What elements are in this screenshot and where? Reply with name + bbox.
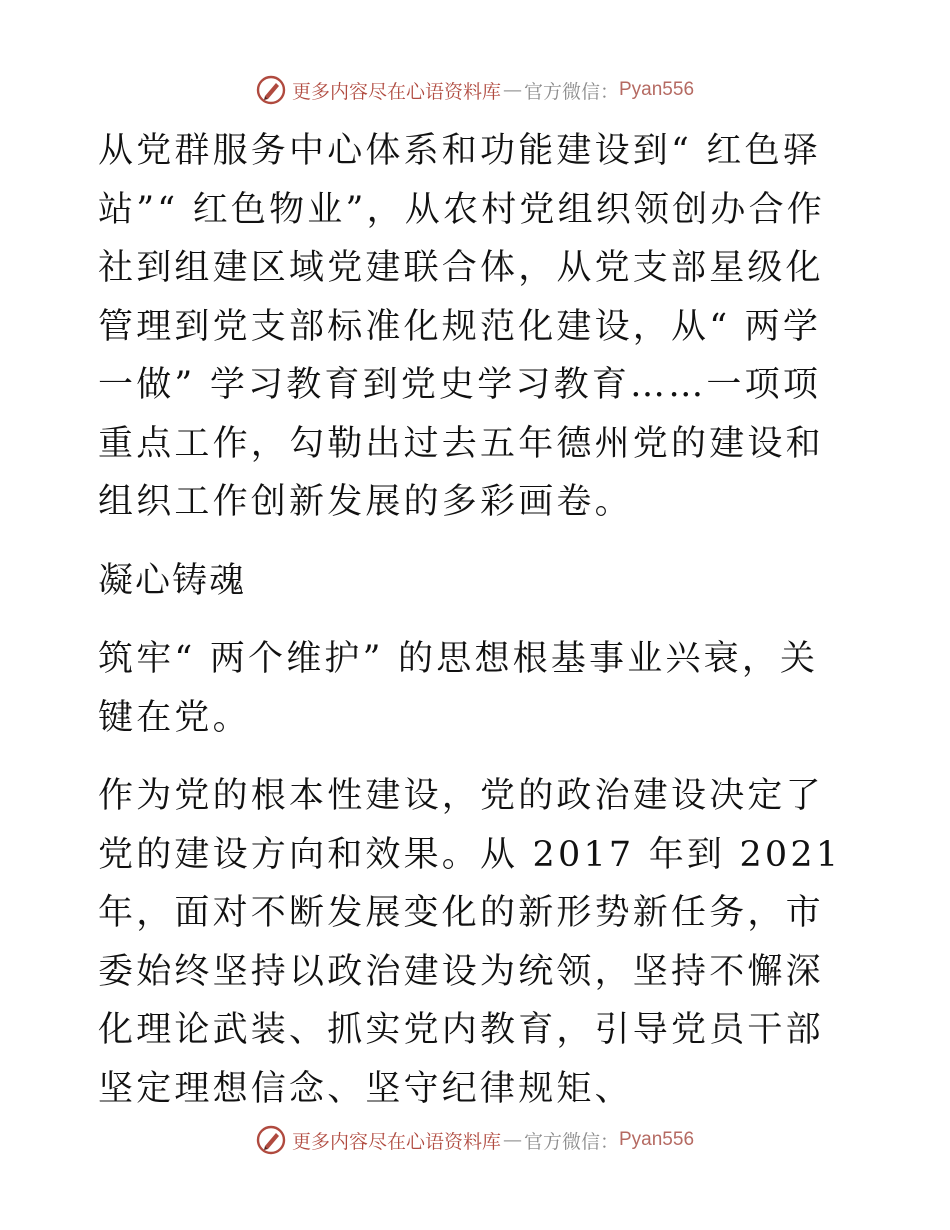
document-body <box>98 122 850 1138</box>
watermark-separator: — <box>502 79 522 101</box>
watermark-wechat-id: Pyan556 <box>619 79 695 100</box>
header-watermark <box>0 70 950 110</box>
footer-watermark <box>0 1120 950 1160</box>
watermark-brand-text: 更多内容尽在心语资料库 <box>291 80 501 103</box>
pen-logo-icon <box>256 75 286 105</box>
pen-logo-icon <box>256 1125 286 1155</box>
watermark-label: 官方微信： <box>523 80 619 103</box>
paragraph-political-construction: 作为党的根本性建设，党的政治建设决定了党的建设方向和效果。从 2017 年到 2021 年，面对不断发展变化的新形势新任务，市委始终坚持以政治建设为统领，坚持不懈深化理论武装、抓实党内教育，引导党员干部坚定理想信念、坚守纪律规矩、 <box>98 776 842 1109</box>
paragraph-subheading: 筑牢“ 两个维护” 的思想根基事业兴衰，关键在党。 <box>98 639 819 738</box>
watermark-label: 官方微信： <box>523 1130 619 1153</box>
watermark-separator: — <box>502 1129 522 1151</box>
watermark-brand-text: 更多内容尽在心语资料库 <box>291 1130 501 1153</box>
paragraph-intro: 从党群服务中心体系和功能建设到“ 红色驿站”“ 红色物业”，从农村党组织领创办合作社到组建区域党建联合体，从党支部星级化管理到党支部标准化规范化建设，从“ 两学一做” 学习教育到党史学习教育……一项项重点工作，勾勒出过去五年德州党的建设和组织工作创新发展的多彩画卷。 <box>98 131 826 522</box>
section-heading: 凝心铸魂 <box>98 560 247 601</box>
watermark-wechat-id: Pyan556 <box>619 1129 695 1150</box>
